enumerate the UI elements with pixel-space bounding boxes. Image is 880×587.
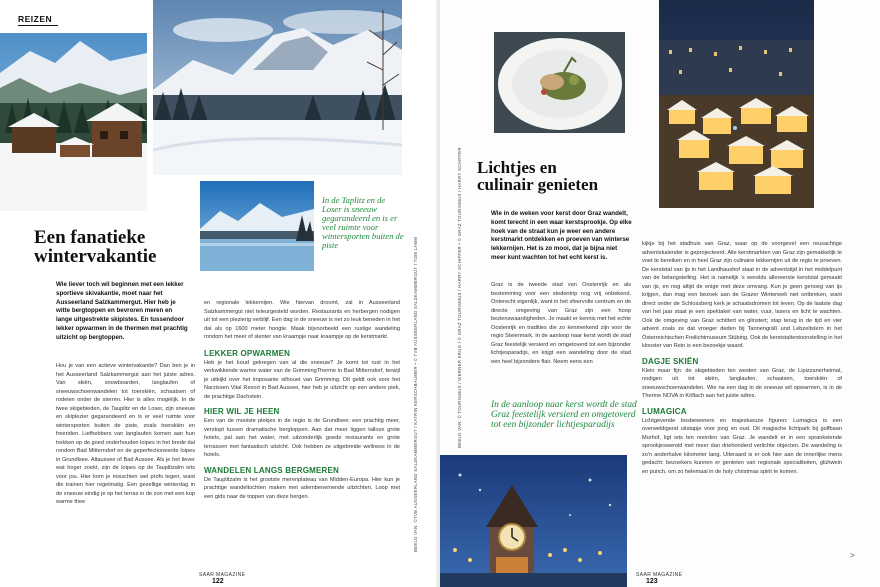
text-dagje-skien: Klein maar fijn: de skigebieden ten westen van Graz, de Lipizzanerheimat, nodigen uit tot skiën, langlaufen, schaatsen, toerskiën of sneeuwschoenwandelen. Wie na een dag in de sneeuw wil opwarmen, is in de Therme NOVA in Köflach aan het juiste adres. — [642, 367, 842, 399]
next-page-arrow[interactable]: > — [850, 551, 855, 560]
left-title — [34, 228, 204, 266]
left-footer: SAAR MAGAZINE — [199, 572, 246, 578]
right-title — [477, 159, 657, 193]
pull-quote-left: In de Taplitz en de Loser is sneeuw gegarandeerd en is er veel ruimte voor wintersporten buiten de piste — [322, 195, 404, 251]
right-column-1: Graz is de tweede stad van Oostenrijk en als bestemming voor een stedentrip nog vrij onbekend. Onterecht eigenlijk, want in het sfeervolle centrum en de directe omgeving van Graz zijn een hoop bezienswaardigheden. Je maakt er kennis met het echte Oostenrijk en tradities die zo kenmerkend zijn voor de regio Steiermark. In de aanloop naar kerst wordt de stad Graz feestelijk versierd en omgetoverd tot een bijzonder lichtjesparadijs, en krijgt een wandeling door de stad een heel bijzondere flair. Neem eens een — [491, 282, 631, 365]
left-lead: Wie liever toch wil beginnen met een lekker sportieve skivakantie, moet naar het Ausseerland Salzkammergut. Hier heb je witte bergtoppen en bevroren meren en lange uitgestrekte skipistes. En tussendoor lekker opwarmen in de thermen met prachtig uitzicht op bergtoppen. — [56, 281, 188, 341]
right-col2-text: kijkje bij het stadhuis van Graz, waar op de voorgevel een reusachtige adventskalender is geprojecteerd. Alle kerstmarkten van Graz zijn gemakkelijk te voet te bereiken en in heel Graz zijn culinaire lekkernijen uit de regio te proeven. De kerststal van ijs in het Landhaushof staat in de adventstijd in het middelpunt van de belangstelling. Het is namelijk 's werelds allereerste kerststal gemaakt van ijs, en nog altijd de enige met deze omvang. Kun je geen genoeg van ijs krijgen, dan mag een bezoek aan de Grazer Winterwelt niet ontbreken, want direct onder de Schlossberg kerk je schaatsdromen tot leven. Op de laatste dag van het jaar staat je een spektakel van water, vuur, lasers en licht te wachten. Ook de omgeving van Graz schittert en glinstert; stap terug in de tijd en vier advent zoals ze dat vroeger deden bij Tannengräß und Lebzeltstern in het Österreichischen Freilichtmuseum Stübing. Ook de kerststaltentoonstelling in het klooster van Rein is een bezoekje waard. — [642, 241, 842, 349]
clock-tower-image — [440, 455, 627, 587]
text-wandelen: De Tauplitzalm is het grootste merenplateau van Midden-Europa. Hier kun je prachtige wandeltochten maken met adembenemende uitzichten. Loop met een gids naar de toppen van deze bergen. — [204, 476, 400, 500]
heading-lekker-opwarmen: LEKKER OPWARMEN — [204, 348, 291, 358]
photo-christmas-market — [659, 0, 814, 208]
right-page-number: 123 — [646, 578, 658, 585]
left-col2-intro: en regionale lekkernijen. Wie hiervan droomt, zal in Ausseerland Salzkammergut niet teleurgesteld worden. Restaurants en herbergen nodigen uit tot een plezierig verblijf. Een dag in de sneeuw is net zo leuk beneden in het dal als op 1600 meter hoogte. Maak bijvoorbeeld een rustige wandeling rondom het meer of slenter van kraampje naar kraampje op de kerstmarkt. — [204, 300, 400, 340]
left-title-line1: Een fanatieke — [34, 227, 146, 248]
right-title-line2: culinair genieten — [477, 175, 599, 194]
photo-plated-dish — [494, 32, 625, 133]
right-title-line1: Lichtjes en — [477, 158, 557, 177]
snowy-chalets-image — [0, 33, 147, 211]
section-label: REIZEN — [18, 14, 53, 24]
left-page-number: 122 — [212, 578, 224, 585]
section-underline — [18, 25, 58, 26]
heading-dagje-skien: DAGJE SKIËN — [642, 356, 699, 366]
frozen-lake-image — [200, 181, 314, 271]
heading-wandelen: WANDELEN LANGS BERGMEREN — [204, 465, 340, 475]
text-lumagica: Lichtgevende bosbewoners en majestueuze figuren: Lumagica is een overweldigend uitstapje voor jong en oud. Dit magische lichtpark bij golfbaan Murhof, ligt iets ten noorden van Graz. Je wandelt er in een sprankelende sprookjeswereld met meer dan driehonderd verlichte objecten. De wandeling is zo'n anderhalve kilometer lang. Uiteraard is er ook hier aan de innerlijke mens gedacht: bezoekers kunnen er genieten van regionale specialiteiten, glühwein en punch, om zo helemaal in de holy christmas spirit te komen. — [642, 417, 842, 475]
text-lekker-opwarmen: Heb je het koud gekregen van al die sneeuw? Je komt tot rust in het verkwikkende warme water van de GrimmingTherme in Bad Mitterndorf, terwijl je uitkijkt over het imposante silhouet van Grimming. Dit geldt ook voor het Narzissen Vital Resort in Bad Aussee, hier heb je uitzicht op een andere piek, de prachtige Dachstein. — [204, 359, 400, 400]
text-hier-wil-je-heen: Een van de mooiste plekjes in de regio is de Grundlsee; een prachtig meer, verstopt tussen dramatische bergtoppen. Aan dat meer liggen talloze grote hotels, pal aan het water, met uitzonderlijk goede restaurants en grote terrassen met fantastisch uitzicht. Ook hebben ze uitgebreide wellness in de hotels. — [204, 418, 400, 458]
left-photo-credit: BEELD VAN: ©TVB AUSSEERLAND SALZKAMMERGUT / KATRIN KERSCHBAUMER • © TVB AUSSEERLAND SALZKAMMERGUT / TOM LAMM — [413, 236, 418, 552]
winter-valley-image — [153, 0, 402, 175]
photo-snowy-chalets — [0, 33, 147, 211]
heading-lumagica: LUMAGICA — [642, 406, 687, 416]
plated-dish-image — [494, 32, 625, 133]
left-column-1: Hou je van een actieve wintervakantie? Dan ben je in het Ausseerland Salzkammergut aan het juiste adres. Van skiën, snowboarden, langlaufen of sneeuwschoenwandelen tot toerskiën, schaatsen of rodelen onder de sterren. Hier is alles mogelijk. In de twee skigebieden, de Tauplitz en de Loser, zijn sneeuw en skiplezier gegarandeerd en is er veel ruimte voor wintersporten buiten de piste, zoals toerskiën en freeriden. Liefhebbers van langlaufen komen aan hun trekken op de goed onderhouden loipes in het brede dal rondom Bad Mitterndorf en de geperfectioneerde loipes in Grundlsee. Altaussee of Bad Aussee. Als je het liever wat hoger zoekt, zijn de loipes op de Tauplitzalm iets voor jou. Hier kom je misschien wel profs tegen, want die trainen hier regelmatig. Een gezellige winterdag in de sneeuw eindig je op het terras in de zon met een kop warme thee — [56, 363, 195, 505]
left-title-line2: wintervakantie — [34, 246, 157, 267]
right-footer: SAAR MAGAZINE — [636, 572, 683, 578]
right-column-2 — [642, 240, 842, 476]
right-lead: Wie in de weken voor kerst door Graz wandelt, komt terecht in een waar kerstsprookje. Op elke hoek van de straat kun je weer een andere kerstmarkt ontdekken en proeven van winterse lekkernijen. Het is zo mooi, dat je bijna niet meer kunt wachten tot het echt kerst is. — [491, 210, 632, 261]
photo-graz-clock-tower — [440, 455, 627, 587]
photo-winter-valley — [153, 0, 402, 175]
christmas-market-image — [659, 0, 814, 208]
right-page — [440, 0, 880, 587]
left-column-2 — [204, 299, 400, 501]
right-photo-credit: BEELD VAN: © TOURISMUS / WERNER KRUG / © GRAZ TOURISMUS / HARRY SCHIFFER • © GRAZ TOURISMUS / HARRY SCHIFFER — [457, 147, 462, 448]
heading-hier-wil-je-heen: HIER WIL JE HEEN — [204, 407, 280, 416]
pull-quote-right: In de aanloop naar kerst wordt de stad Graz feestelijk versierd en omgetoverd tot een bijzonder lichtjesparadijs — [491, 400, 637, 430]
photo-frozen-lake — [200, 181, 314, 271]
